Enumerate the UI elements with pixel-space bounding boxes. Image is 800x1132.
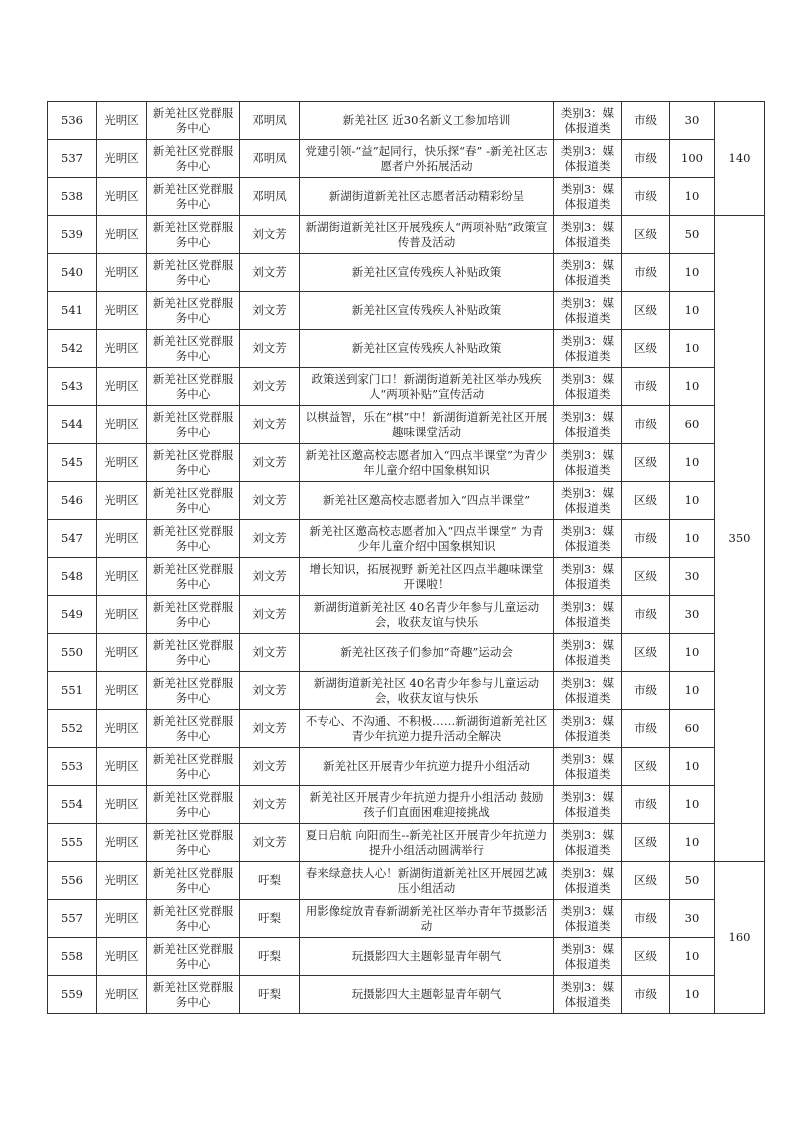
report-title-cell: 新羌社区开展青少年抗逆力提升小组活动 鼓励孩子们直面困难迎接挑战: [300, 786, 554, 824]
level-cell: 区级: [622, 330, 670, 368]
person-cell: 刘文芳: [240, 482, 300, 520]
row-number-cell: 550: [48, 634, 97, 672]
score-cell: 10: [670, 444, 715, 482]
report-title-cell: 增长知识，拓展视野 新羌社区四点半趣味课堂开课啦！: [300, 558, 554, 596]
row-number-cell: 559: [48, 976, 97, 1014]
district-cell: 光明区: [97, 824, 147, 862]
group-total-cell: 140: [715, 102, 765, 216]
person-cell: 邓明凤: [240, 102, 300, 140]
district-cell: 光明区: [97, 596, 147, 634]
category-cell: 类别3：媒体报道类: [554, 710, 622, 748]
district-cell: 光明区: [97, 292, 147, 330]
report-title-cell: 新湖街道新羌社区志愿者活动精彩纷呈: [300, 178, 554, 216]
group-total-cell: 160: [715, 862, 765, 1014]
report-title-cell: 新羌社区邀高校志愿者加入“四点半课堂” 为青少年儿童介绍中国象棋知识: [300, 520, 554, 558]
row-number-cell: 548: [48, 558, 97, 596]
row-number-cell: 543: [48, 368, 97, 406]
score-cell: 10: [670, 292, 715, 330]
level-cell: 市级: [622, 596, 670, 634]
report-title-cell: 政策送到家门口！新湖街道新羌社区举办残疾人“两项补贴”宣传活动: [300, 368, 554, 406]
score-cell: 10: [670, 786, 715, 824]
report-title-cell: 夏日启航 向阳而生--新羌社区开展青少年抗逆力提升小组活动圆满举行: [300, 824, 554, 862]
report-title-cell: 以棋益智，乐在“棋”中！新湖街道新羌社区开展趣味课堂活动: [300, 406, 554, 444]
table-row: [48, 178, 765, 216]
district-cell: 光明区: [97, 444, 147, 482]
row-number-cell: 555: [48, 824, 97, 862]
report-title-cell: 新羌社区邀高校志愿者加入“四点半课堂”: [300, 482, 554, 520]
row-number-cell: 536: [48, 102, 97, 140]
person-cell: 刘文芳: [240, 672, 300, 710]
person-cell: 刘文芳: [240, 368, 300, 406]
score-cell: 100: [670, 140, 715, 178]
row-number-cell: 547: [48, 520, 97, 558]
score-cell: 10: [670, 520, 715, 558]
category-cell: 类别3：媒体报道类: [554, 444, 622, 482]
category-cell: 类别3：媒体报道类: [554, 292, 622, 330]
district-cell: 光明区: [97, 900, 147, 938]
category-cell: 类别3：媒体报道类: [554, 330, 622, 368]
report-title-cell: 新羌社区宣传残疾人补贴政策: [300, 254, 554, 292]
organization-cell: 新羌社区党群服务中心: [147, 900, 240, 938]
score-cell: 10: [670, 254, 715, 292]
person-cell: 刘文芳: [240, 824, 300, 862]
score-cell: 30: [670, 596, 715, 634]
row-number-cell: 554: [48, 786, 97, 824]
level-cell: 区级: [622, 938, 670, 976]
level-cell: 区级: [622, 558, 670, 596]
table-row: [48, 634, 765, 672]
category-cell: 类别3：媒体报道类: [554, 558, 622, 596]
category-cell: 类别3：媒体报道类: [554, 102, 622, 140]
district-cell: 光明区: [97, 634, 147, 672]
organization-cell: 新羌社区党群服务中心: [147, 292, 240, 330]
person-cell: 吁梨: [240, 938, 300, 976]
level-cell: 区级: [622, 634, 670, 672]
organization-cell: 新羌社区党群服务中心: [147, 748, 240, 786]
person-cell: 刘文芳: [240, 330, 300, 368]
category-cell: 类别3：媒体报道类: [554, 824, 622, 862]
organization-cell: 新羌社区党群服务中心: [147, 444, 240, 482]
district-cell: 光明区: [97, 368, 147, 406]
level-cell: 市级: [622, 368, 670, 406]
score-cell: 10: [670, 976, 715, 1014]
person-cell: 刘文芳: [240, 596, 300, 634]
row-number-cell: 540: [48, 254, 97, 292]
row-number-cell: 544: [48, 406, 97, 444]
person-cell: 吁梨: [240, 862, 300, 900]
district-cell: 光明区: [97, 178, 147, 216]
table-row: [48, 368, 765, 406]
person-cell: 邓明凤: [240, 178, 300, 216]
organization-cell: 新羌社区党群服务中心: [147, 634, 240, 672]
row-number-cell: 541: [48, 292, 97, 330]
report-title-cell: 不专心、不沟通、不积极……新湖街道新羌社区青少年抗逆力提升活动全解决: [300, 710, 554, 748]
table-row: [48, 900, 765, 938]
row-number-cell: 551: [48, 672, 97, 710]
table-row: [48, 406, 765, 444]
report-title-cell: 玩摄影四大主题彰显青年朝气: [300, 938, 554, 976]
organization-cell: 新羌社区党群服务中心: [147, 786, 240, 824]
level-cell: 区级: [622, 482, 670, 520]
row-number-cell: 545: [48, 444, 97, 482]
report-title-cell: 新羌社区孩子们参加“奇趣”运动会: [300, 634, 554, 672]
records-table: [47, 101, 765, 1014]
table-row: [48, 596, 765, 634]
category-cell: 类别3：媒体报道类: [554, 482, 622, 520]
person-cell: 吁梨: [240, 976, 300, 1014]
category-cell: 类别3：媒体报道类: [554, 938, 622, 976]
person-cell: 刘文芳: [240, 216, 300, 254]
score-cell: 30: [670, 558, 715, 596]
score-cell: 10: [670, 824, 715, 862]
report-title-cell: 新羌社区开展青少年抗逆力提升小组活动: [300, 748, 554, 786]
level-cell: 市级: [622, 140, 670, 178]
score-cell: 30: [670, 102, 715, 140]
category-cell: 类别3：媒体报道类: [554, 672, 622, 710]
person-cell: 刘文芳: [240, 406, 300, 444]
category-cell: 类别3：媒体报道类: [554, 254, 622, 292]
district-cell: 光明区: [97, 254, 147, 292]
organization-cell: 新羌社区党群服务中心: [147, 520, 240, 558]
person-cell: 刘文芳: [240, 710, 300, 748]
organization-cell: 新羌社区党群服务中心: [147, 710, 240, 748]
group-total-cell: 350: [715, 216, 765, 862]
organization-cell: 新羌社区党群服务中心: [147, 178, 240, 216]
category-cell: 类别3：媒体报道类: [554, 786, 622, 824]
report-title-cell: 用影像绽放青春新湖新羌社区举办青年节摄影活动: [300, 900, 554, 938]
level-cell: 市级: [622, 406, 670, 444]
category-cell: 类别3：媒体报道类: [554, 862, 622, 900]
organization-cell: 新羌社区党群服务中心: [147, 330, 240, 368]
table-row: [48, 216, 765, 254]
district-cell: 光明区: [97, 330, 147, 368]
table-row: [48, 330, 765, 368]
score-cell: 60: [670, 710, 715, 748]
row-number-cell: 537: [48, 140, 97, 178]
table-row: [48, 444, 765, 482]
organization-cell: 新羌社区党群服务中心: [147, 102, 240, 140]
table-row: [48, 520, 765, 558]
organization-cell: 新羌社区党群服务中心: [147, 482, 240, 520]
report-title-cell: 新湖街道新羌社区开展残疾人“两项补贴”政策宣传普及活动: [300, 216, 554, 254]
row-number-cell: 546: [48, 482, 97, 520]
person-cell: 刘文芳: [240, 520, 300, 558]
score-cell: 30: [670, 900, 715, 938]
district-cell: 光明区: [97, 938, 147, 976]
table-row: [48, 938, 765, 976]
table-row: [48, 102, 765, 140]
category-cell: 类别3：媒体报道类: [554, 520, 622, 558]
row-number-cell: 556: [48, 862, 97, 900]
table-row: [48, 862, 765, 900]
organization-cell: 新羌社区党群服务中心: [147, 976, 240, 1014]
person-cell: 刘文芳: [240, 292, 300, 330]
district-cell: 光明区: [97, 710, 147, 748]
level-cell: 市级: [622, 254, 670, 292]
district-cell: 光明区: [97, 558, 147, 596]
table-row: [48, 976, 765, 1014]
level-cell: 市级: [622, 520, 670, 558]
district-cell: 光明区: [97, 140, 147, 178]
level-cell: 区级: [622, 824, 670, 862]
district-cell: 光明区: [97, 862, 147, 900]
person-cell: 刘文芳: [240, 558, 300, 596]
organization-cell: 新羌社区党群服务中心: [147, 254, 240, 292]
category-cell: 类别3：媒体报道类: [554, 596, 622, 634]
category-cell: 类别3：媒体报道类: [554, 634, 622, 672]
table-row: [48, 710, 765, 748]
row-number-cell: 552: [48, 710, 97, 748]
person-cell: 刘文芳: [240, 444, 300, 482]
organization-cell: 新羌社区党群服务中心: [147, 824, 240, 862]
report-title-cell: 新湖街道新羌社区 40名青少年参与儿童运动会，收获友谊与快乐: [300, 596, 554, 634]
report-title-cell: 新羌社区邀高校志愿者加入“四点半课堂”为青少年儿童介绍中国象棋知识: [300, 444, 554, 482]
level-cell: 区级: [622, 862, 670, 900]
report-title-cell: 新羌社区宣传残疾人补贴政策: [300, 330, 554, 368]
organization-cell: 新羌社区党群服务中心: [147, 558, 240, 596]
level-cell: 市级: [622, 178, 670, 216]
table-row: [48, 824, 765, 862]
category-cell: 类别3：媒体报道类: [554, 976, 622, 1014]
row-number-cell: 558: [48, 938, 97, 976]
report-title-cell: 新湖街道新羌社区 40名青少年参与儿童运动会，收获友谊与快乐: [300, 672, 554, 710]
table-row: [48, 140, 765, 178]
level-cell: 市级: [622, 102, 670, 140]
score-cell: 50: [670, 862, 715, 900]
district-cell: 光明区: [97, 748, 147, 786]
report-title-cell: 新羌社区宣传残疾人补贴政策: [300, 292, 554, 330]
category-cell: 类别3：媒体报道类: [554, 406, 622, 444]
score-cell: 10: [670, 482, 715, 520]
row-number-cell: 538: [48, 178, 97, 216]
report-title-cell: 新羌社区 近30名新义工参加培训: [300, 102, 554, 140]
category-cell: 类别3：媒体报道类: [554, 748, 622, 786]
district-cell: 光明区: [97, 482, 147, 520]
organization-cell: 新羌社区党群服务中心: [147, 140, 240, 178]
table-row: [48, 482, 765, 520]
row-number-cell: 557: [48, 900, 97, 938]
score-cell: 10: [670, 368, 715, 406]
report-title-cell: 玩摄影四大主题彰显青年朝气: [300, 976, 554, 1014]
level-cell: 市级: [622, 900, 670, 938]
level-cell: 市级: [622, 976, 670, 1014]
score-cell: 10: [670, 672, 715, 710]
district-cell: 光明区: [97, 102, 147, 140]
person-cell: 刘文芳: [240, 254, 300, 292]
table-row: [48, 558, 765, 596]
level-cell: 区级: [622, 444, 670, 482]
level-cell: 区级: [622, 748, 670, 786]
table-row: [48, 786, 765, 824]
category-cell: 类别3：媒体报道类: [554, 216, 622, 254]
level-cell: 市级: [622, 672, 670, 710]
score-cell: 10: [670, 938, 715, 976]
level-cell: 市级: [622, 786, 670, 824]
district-cell: 光明区: [97, 976, 147, 1014]
category-cell: 类别3：媒体报道类: [554, 178, 622, 216]
score-cell: 10: [670, 178, 715, 216]
district-cell: 光明区: [97, 406, 147, 444]
organization-cell: 新羌社区党群服务中心: [147, 406, 240, 444]
score-cell: 50: [670, 216, 715, 254]
district-cell: 光明区: [97, 216, 147, 254]
level-cell: 市级: [622, 710, 670, 748]
category-cell: 类别3：媒体报道类: [554, 140, 622, 178]
district-cell: 光明区: [97, 520, 147, 558]
organization-cell: 新羌社区党群服务中心: [147, 862, 240, 900]
score-cell: 10: [670, 748, 715, 786]
score-cell: 10: [670, 634, 715, 672]
score-cell: 60: [670, 406, 715, 444]
organization-cell: 新羌社区党群服务中心: [147, 368, 240, 406]
table-row: [48, 748, 765, 786]
person-cell: 吁梨: [240, 900, 300, 938]
organization-cell: 新羌社区党群服务中心: [147, 672, 240, 710]
organization-cell: 新羌社区党群服务中心: [147, 938, 240, 976]
category-cell: 类别3：媒体报道类: [554, 900, 622, 938]
district-cell: 光明区: [97, 672, 147, 710]
person-cell: 邓明凤: [240, 140, 300, 178]
report-title-cell: 党建引领-“益”起同行，快乐探“春” -新羌社区志愿者户外拓展活动: [300, 140, 554, 178]
level-cell: 区级: [622, 292, 670, 330]
table-row: [48, 672, 765, 710]
organization-cell: 新羌社区党群服务中心: [147, 216, 240, 254]
row-number-cell: 553: [48, 748, 97, 786]
person-cell: 刘文芳: [240, 748, 300, 786]
district-cell: 光明区: [97, 786, 147, 824]
category-cell: 类别3：媒体报道类: [554, 368, 622, 406]
report-title-cell: 春来绿意扶人心！新湖街道新羌社区开展园艺减压小组活动: [300, 862, 554, 900]
table-row: [48, 292, 765, 330]
row-number-cell: 549: [48, 596, 97, 634]
row-number-cell: 539: [48, 216, 97, 254]
score-cell: 10: [670, 330, 715, 368]
table-row: [48, 254, 765, 292]
person-cell: 刘文芳: [240, 634, 300, 672]
level-cell: 区级: [622, 216, 670, 254]
person-cell: 刘文芳: [240, 786, 300, 824]
organization-cell: 新羌社区党群服务中心: [147, 596, 240, 634]
row-number-cell: 542: [48, 330, 97, 368]
